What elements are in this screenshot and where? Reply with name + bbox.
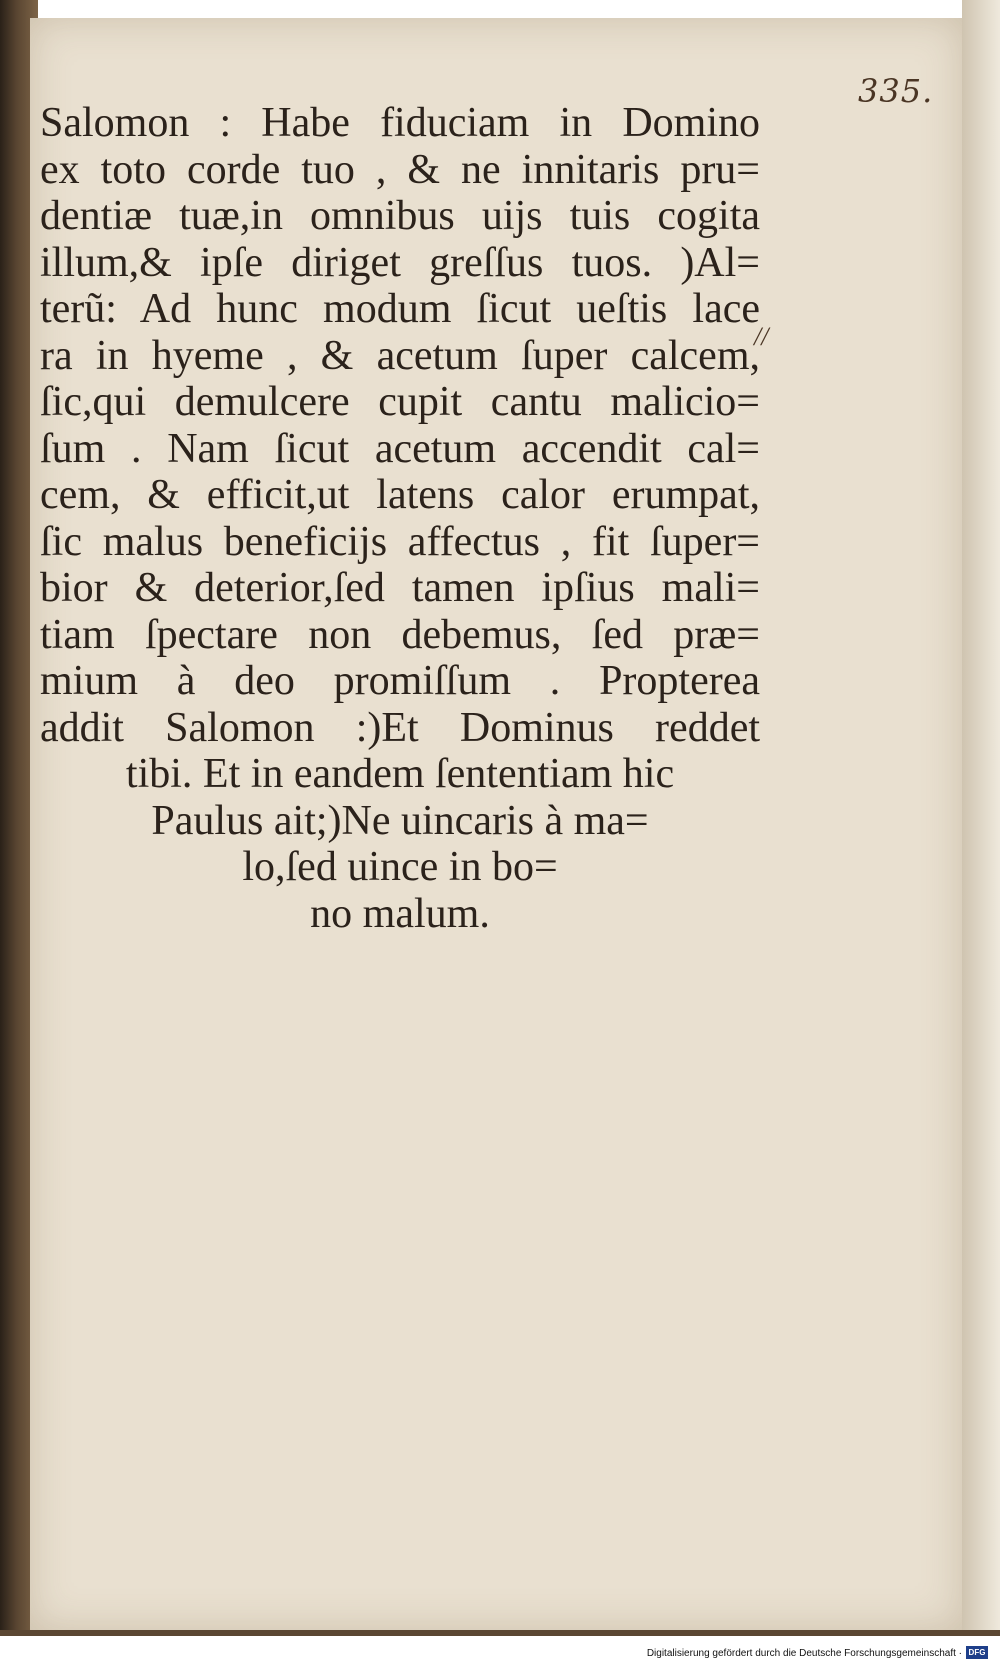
text-line: lo,ſed uince in bo= bbox=[242, 844, 558, 890]
dfg-logo: DFG bbox=[966, 1646, 988, 1659]
text-line: ſic,qui demulcere cupit cantu malicio= bbox=[40, 379, 760, 425]
funding-notice: Digitalisierung gefördert durch die Deutsche Forschungsgemeinschaft · bbox=[646, 1648, 962, 1659]
text-line: addit Salomon :)Et Dominus reddet bbox=[40, 704, 760, 751]
text-line: illum,& ipſe diriget greſſus tuos. )Al= bbox=[40, 239, 760, 286]
margin-annotation: // bbox=[754, 322, 769, 351]
text-line: tibi. Et in eandem ſententiam hic bbox=[125, 751, 675, 797]
text-line: tiam ſpectare non debemus, ſed præ= bbox=[40, 611, 760, 658]
text-line: ſum . Nam ſicut acetum accendit cal= bbox=[40, 425, 760, 472]
text-line: dentiæ tuæ,in omnibus uijs tuis cogita bbox=[40, 193, 760, 239]
body-text bbox=[40, 100, 760, 937]
text-line: ſic malus beneficijs affectus , fit ſuper= bbox=[40, 518, 760, 565]
page-number: 335. bbox=[858, 72, 934, 110]
text-line: Salomon : Habe fiduciam in Domino bbox=[40, 100, 760, 146]
text-line: no malum. bbox=[310, 890, 490, 937]
page-right-edge bbox=[962, 0, 1000, 1636]
text-line: mium à deo promiſſum . Propterea bbox=[40, 658, 760, 704]
text-line: terũ: Ad hunc modum ſicut ueſtis lace bbox=[40, 286, 760, 332]
text-line: cem, & efficit,ut latens calor erumpat, bbox=[40, 472, 760, 518]
text-line: ex toto corde tuo , & ne innitaris pru= bbox=[40, 146, 760, 193]
text-line: bior & deterior,ſed tamen ipſius mali= bbox=[40, 565, 760, 611]
text-line: Paulus ait;)Ne uincaris à ma= bbox=[151, 797, 649, 844]
text-line: ra in hyeme , & acetum ſuper calcem, bbox=[40, 332, 760, 379]
